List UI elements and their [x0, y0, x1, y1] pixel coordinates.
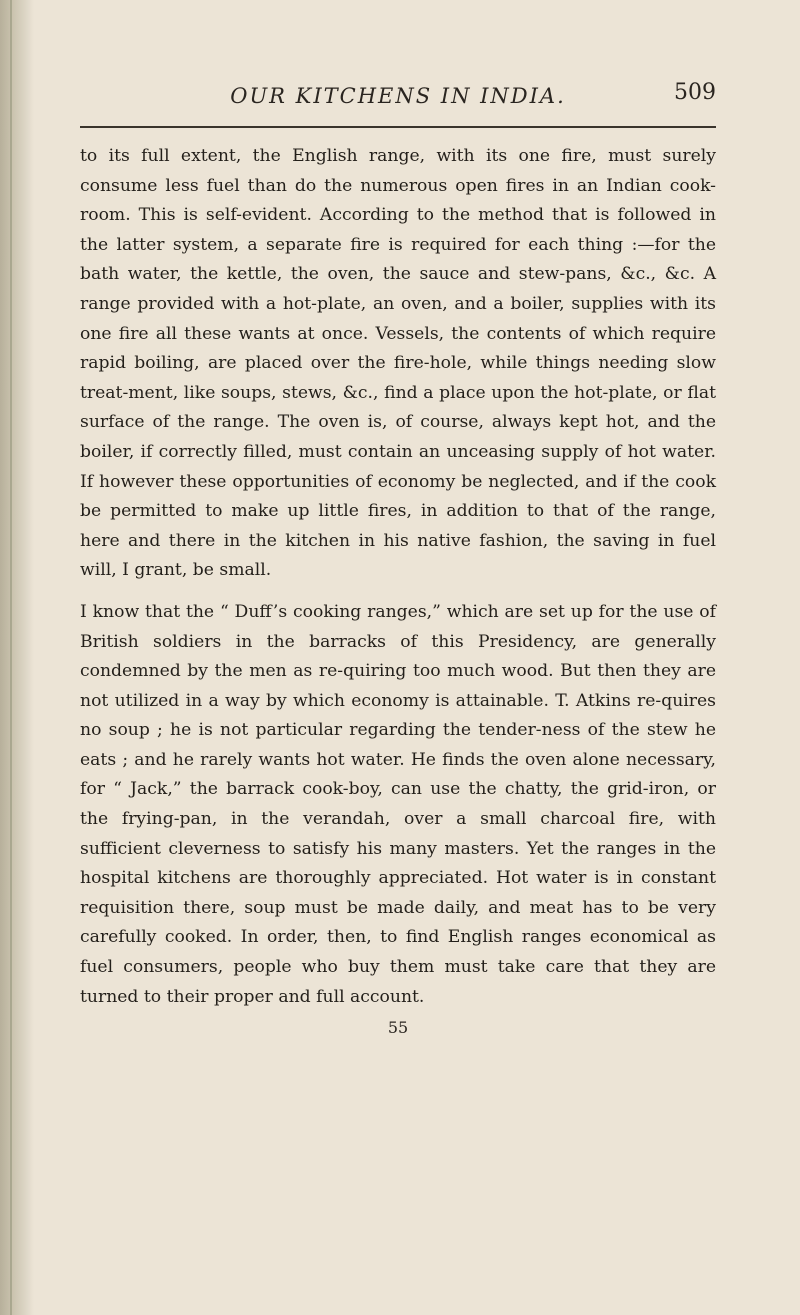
gutter-shadow-line [10, 0, 12, 1315]
signature-mark: 55 [387, 1018, 409, 1038]
paragraph-1: to its full extent, the English range, with its one fire, must surely consume less fuel than do the numerous open fires in an Indian cook-room. This is self-evident. According to the method that is followed in the latter system, a separate fire is required for each thing :—for the bath water, the kettle, the oven, the sauce and stew-pans, &c., &c. A range provided with a hot-plate, an oven, and a boiler, supplies with its one fire all these wants at once. Vessels, the contents of which require rapid boiling, are placed over the fire-hole, while things needing slow treat-ment, like soups, stews, &c., find a place upon the hot-plate, or flat surface of the range. The oven is, of course, always kept hot, and the boiler, if correctly filled, must contain an unceasing supply of hot water. If however these opportunities of economy be neglected, and if the cook be permitted to make up little fires, in addition to that of the range, here and there in the kitchen in his native fashion, the saving in fuel will, I grant, be small. [80, 146, 716, 581]
body-text [80, 142, 716, 1012]
binding-gutter [0, 0, 34, 1315]
book-page [80, 70, 716, 1037]
paragraph-2: I know that the “ Duff’s cooking ranges,” which are set up for the use of British soldiers in the barracks of this Presidency, are generally condemned by the men as re-quiring too much wood. But then they are not utilized in a way by which economy is attainable. T. Atkins re-quires no soup ; he is not particular regarding the tender-ness of the stew he eats ; and he rarely wants hot water. He finds the oven alone necessary, for “ Jack,” the barrack cook-boy, can use the chatty, the grid-iron, or the frying-pan, in the verandah, over a small charcoal fire, with sufficient cleverness to satisfy his many masters. Yet the ranges in the hospital kitchens are thoroughly appreciated. Hot water is in constant requisition there, soup must be made daily, and meat has to be very carefully cooked. In order, then, to find English ranges economical as fuel consumers, people who buy them must take care that they are turned to their proper and full account. [80, 601, 716, 1007]
page-header [80, 70, 716, 128]
running-title: OUR KITCHENS IN INDIA. [230, 84, 566, 108]
page-number: 509 [674, 80, 716, 105]
